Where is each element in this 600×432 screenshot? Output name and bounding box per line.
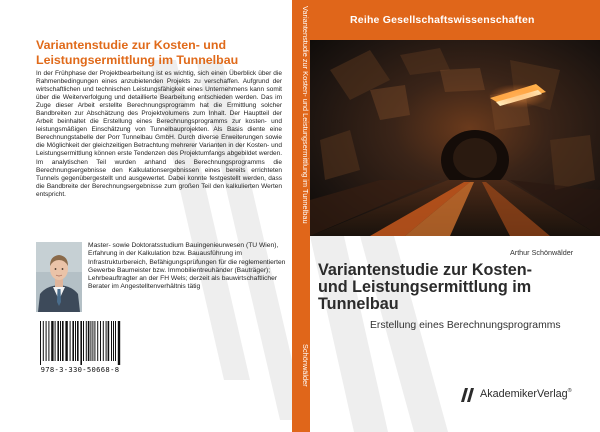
barcode-bar <box>57 321 59 361</box>
barcode-bar <box>62 321 64 361</box>
barcode-bar <box>70 321 71 361</box>
barcode-bar <box>88 321 90 361</box>
barcode-bar <box>51 321 53 361</box>
barcode-bar <box>115 321 116 361</box>
front-subtitle: Erstellung eines Berechnungsprogramms <box>370 320 561 331</box>
barcode-bar <box>77 321 79 361</box>
barcode-bar <box>118 321 120 365</box>
barcode-bar <box>43 321 44 361</box>
back-title: Variantenstudie zur Kosten- und Leistungsermittlung im Tunnelbau <box>36 38 239 67</box>
isbn-barcode <box>36 319 124 379</box>
barcode-bar <box>97 321 98 361</box>
barcode-bar <box>92 321 93 361</box>
isbn-number: 978-3-330-50668-8 <box>40 365 120 374</box>
front-title-line-1: Variantenstudie zur Kosten- <box>318 261 533 279</box>
author-bio: Master- sowie Doktoratsstudium Bauingenieurwesen (TU Wien), Erfahrung in der Kalkulation bzw. Bauausführung im Infrastrukturbereich, Befähigungsprüfungen für die reglementierten Gewerbe Baumeister bzw. Immobilientreuhänder (Bauträger); Lehrbeauftragter an der FH Wels; derzeit als bauwirtschaftlicher Berater im Angestelltenverhältnis tätig <box>88 242 286 291</box>
front-title-line-3: Tunnelbau <box>318 294 399 313</box>
barcode-bar <box>86 321 87 361</box>
barcode-bar <box>55 321 56 361</box>
back-description: In der Frühphase der Projektbearbeitung ist es wichtig, sich einen Überblick über die Rahmenbedingungen eines anzubietenden Projekts zu verschaffen. Aufgrund der wirtschaftlichen und technischen Leistungsfähigkeit eines Unternehmens kann somit über die Weiterverfolgung und detaillierte Bearbeitung entschieden werden. Das im Zuge dieser Arbeit erstellte Berechnungsprogramm hat die Ermittlung solcher Bandbreiten zur Abschätzung des Projektvolumens zum Inhalt. Der Hauptteil der Arbeit beinhaltet die Erstellung eines Berechnungsprogramms zur kosten- und leistungsmäßigen Einschätzung von Tunnelbauprojekten. Als Basis diente eine Berechnungstabelle der Porr Tunnelbau GmbH. Durch diverse Erweiterungen sowie die Möglichkeit der gleichzeitigen Betrachtung mehrerer Varianten in der Kosten- und Leistungsermittlung können erste Tendenzen des Projektumfangs abgebildet werden. Im analytischen Teil wurden anhand des Berechnungsprogramms die Berechnungsergebnisse den Kalkulationsergebnissen eines bereits errichteten Tunnels gegenübergestellt und ausgewertet. Dabei konnte festgestellt werden, dass die Bandbreite der Berechnungsergebnisse zum großen Teil den kalkulierten Werten entspricht. <box>36 70 282 198</box>
front-cover <box>310 0 600 432</box>
barcode-bar <box>113 321 114 361</box>
registered-mark: ® <box>567 388 572 394</box>
front-author: Arthur Schönwälder <box>510 248 574 257</box>
barcode-bar <box>103 321 104 361</box>
publisher-mark-icon <box>460 387 476 403</box>
publisher-name: AkademikerVerlag <box>480 388 568 400</box>
barcode-bar <box>75 321 76 361</box>
barcode-bar <box>90 321 91 361</box>
barcode-bar <box>80 321 82 365</box>
series-label: Reihe Gesellschaftswissenschaften <box>350 14 535 26</box>
barcode-bar <box>100 321 101 361</box>
barcode-bar <box>46 321 47 361</box>
barcode-bar <box>60 321 61 361</box>
tunnel-photo <box>310 40 600 236</box>
barcode-bar <box>48 321 49 361</box>
barcode-bar <box>108 321 110 361</box>
barcode-bar <box>94 321 95 361</box>
back-cover <box>0 0 292 432</box>
spine <box>292 0 310 432</box>
barcode-bar <box>65 321 67 361</box>
front-title-line-2: und Leistungsermittlung im <box>318 277 532 296</box>
barcode-bar <box>40 321 41 365</box>
barcode-bar <box>111 321 112 361</box>
spine-title: Variantenstudie zur Kosten- und Leistungsermittlung im Tunnelbau <box>301 6 310 224</box>
series-banner <box>310 0 600 40</box>
spine-author: Schönwälder <box>301 344 310 387</box>
author-photo <box>36 242 82 312</box>
front-title <box>318 262 600 312</box>
barcode-bar <box>83 321 84 361</box>
barcode-bar <box>72 321 74 361</box>
barcode-bar <box>106 321 107 361</box>
